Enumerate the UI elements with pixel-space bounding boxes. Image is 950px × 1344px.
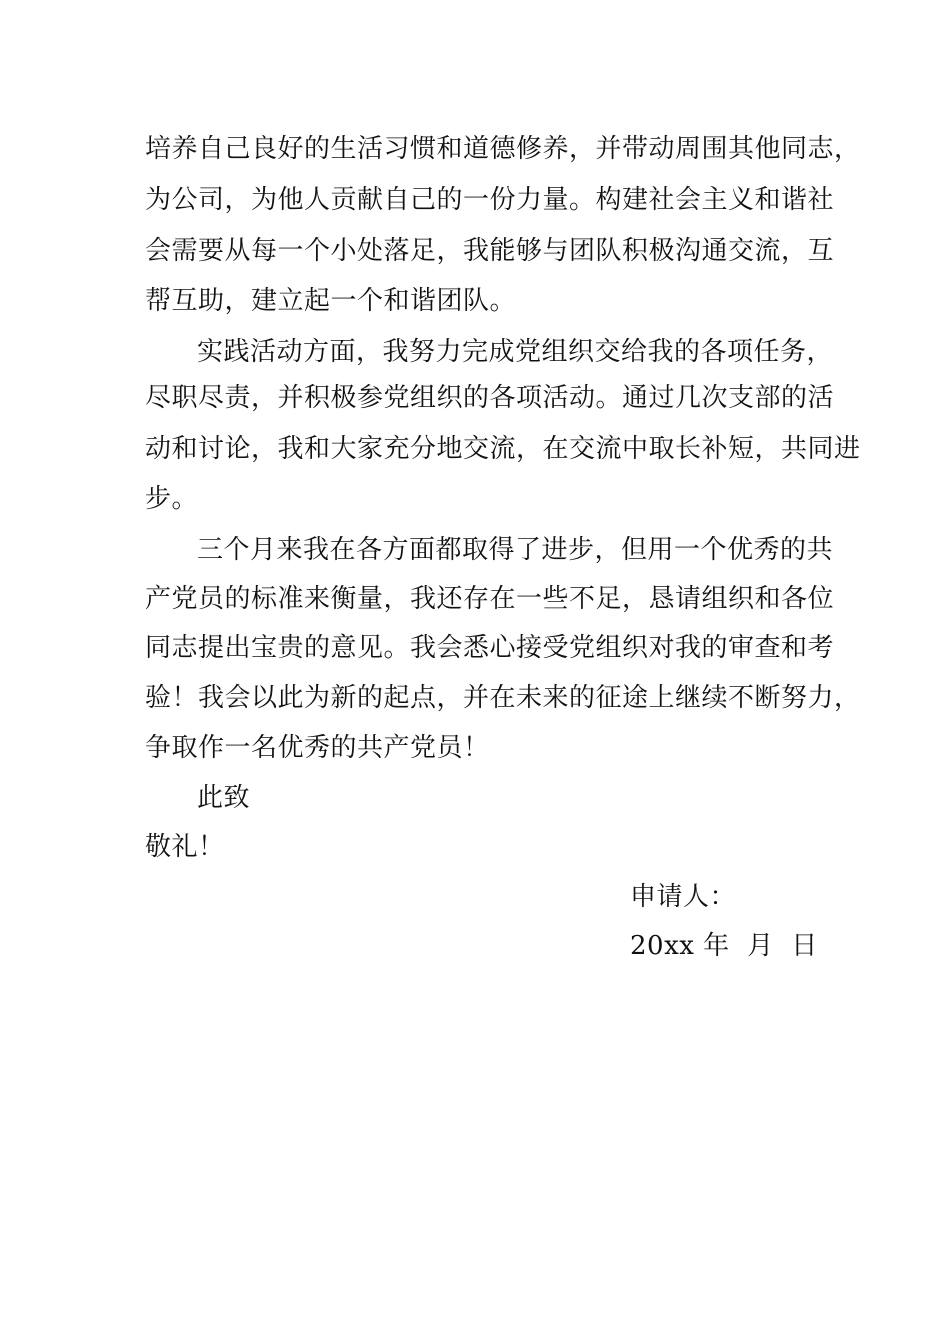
paragraph-line: 为公司，为他人贡献自己的一份力量。构建社会主义和谐社 (145, 185, 835, 215)
paragraph-line: 争取作一名优秀的共产党员！ (145, 733, 490, 763)
paragraph-line: 同志提出宝贵的意见。我会悉心接受党组织对我的审查和考 (145, 633, 835, 663)
paragraph-line: 会需要从每一个小处落足，我能够与团队积极沟通交流，互 (145, 236, 835, 266)
paragraph-line: 动和讨论，我和大家充分地交流，在交流中取长补短，共同进 (145, 434, 861, 464)
paragraph-line: 实践活动方面，我努力完成党组织交给我的各项任务， (197, 337, 834, 367)
paragraph-line: 尽职尽责，并积极参党组织的各项活动。通过几次支部的活 (145, 383, 835, 413)
paragraph-line: 产党员的标准来衡量，我还存在一些不足，恳请组织和各位 (145, 584, 835, 614)
paragraph-line: 帮互助，建立起一个和谐团队。 (145, 286, 517, 316)
paragraph-line: 培养自己良好的生活习惯和道德修养，并带动周围其他同志， (145, 134, 861, 164)
closing-salutation: 此致 (197, 783, 251, 813)
closing-respect: 敬礼！ (145, 832, 225, 862)
paragraph-line: 步。 (145, 484, 199, 514)
date-line: 20xx 年 月 日 (630, 931, 818, 961)
paragraph-line: 三个月来我在各方面都取得了进步，但用一个优秀的共 (197, 535, 834, 565)
applicant-label: 申请人： (630, 882, 737, 912)
paragraph-line: 验！我会以此为新的起点，并在未来的征途上继续不断努力， (145, 683, 861, 713)
